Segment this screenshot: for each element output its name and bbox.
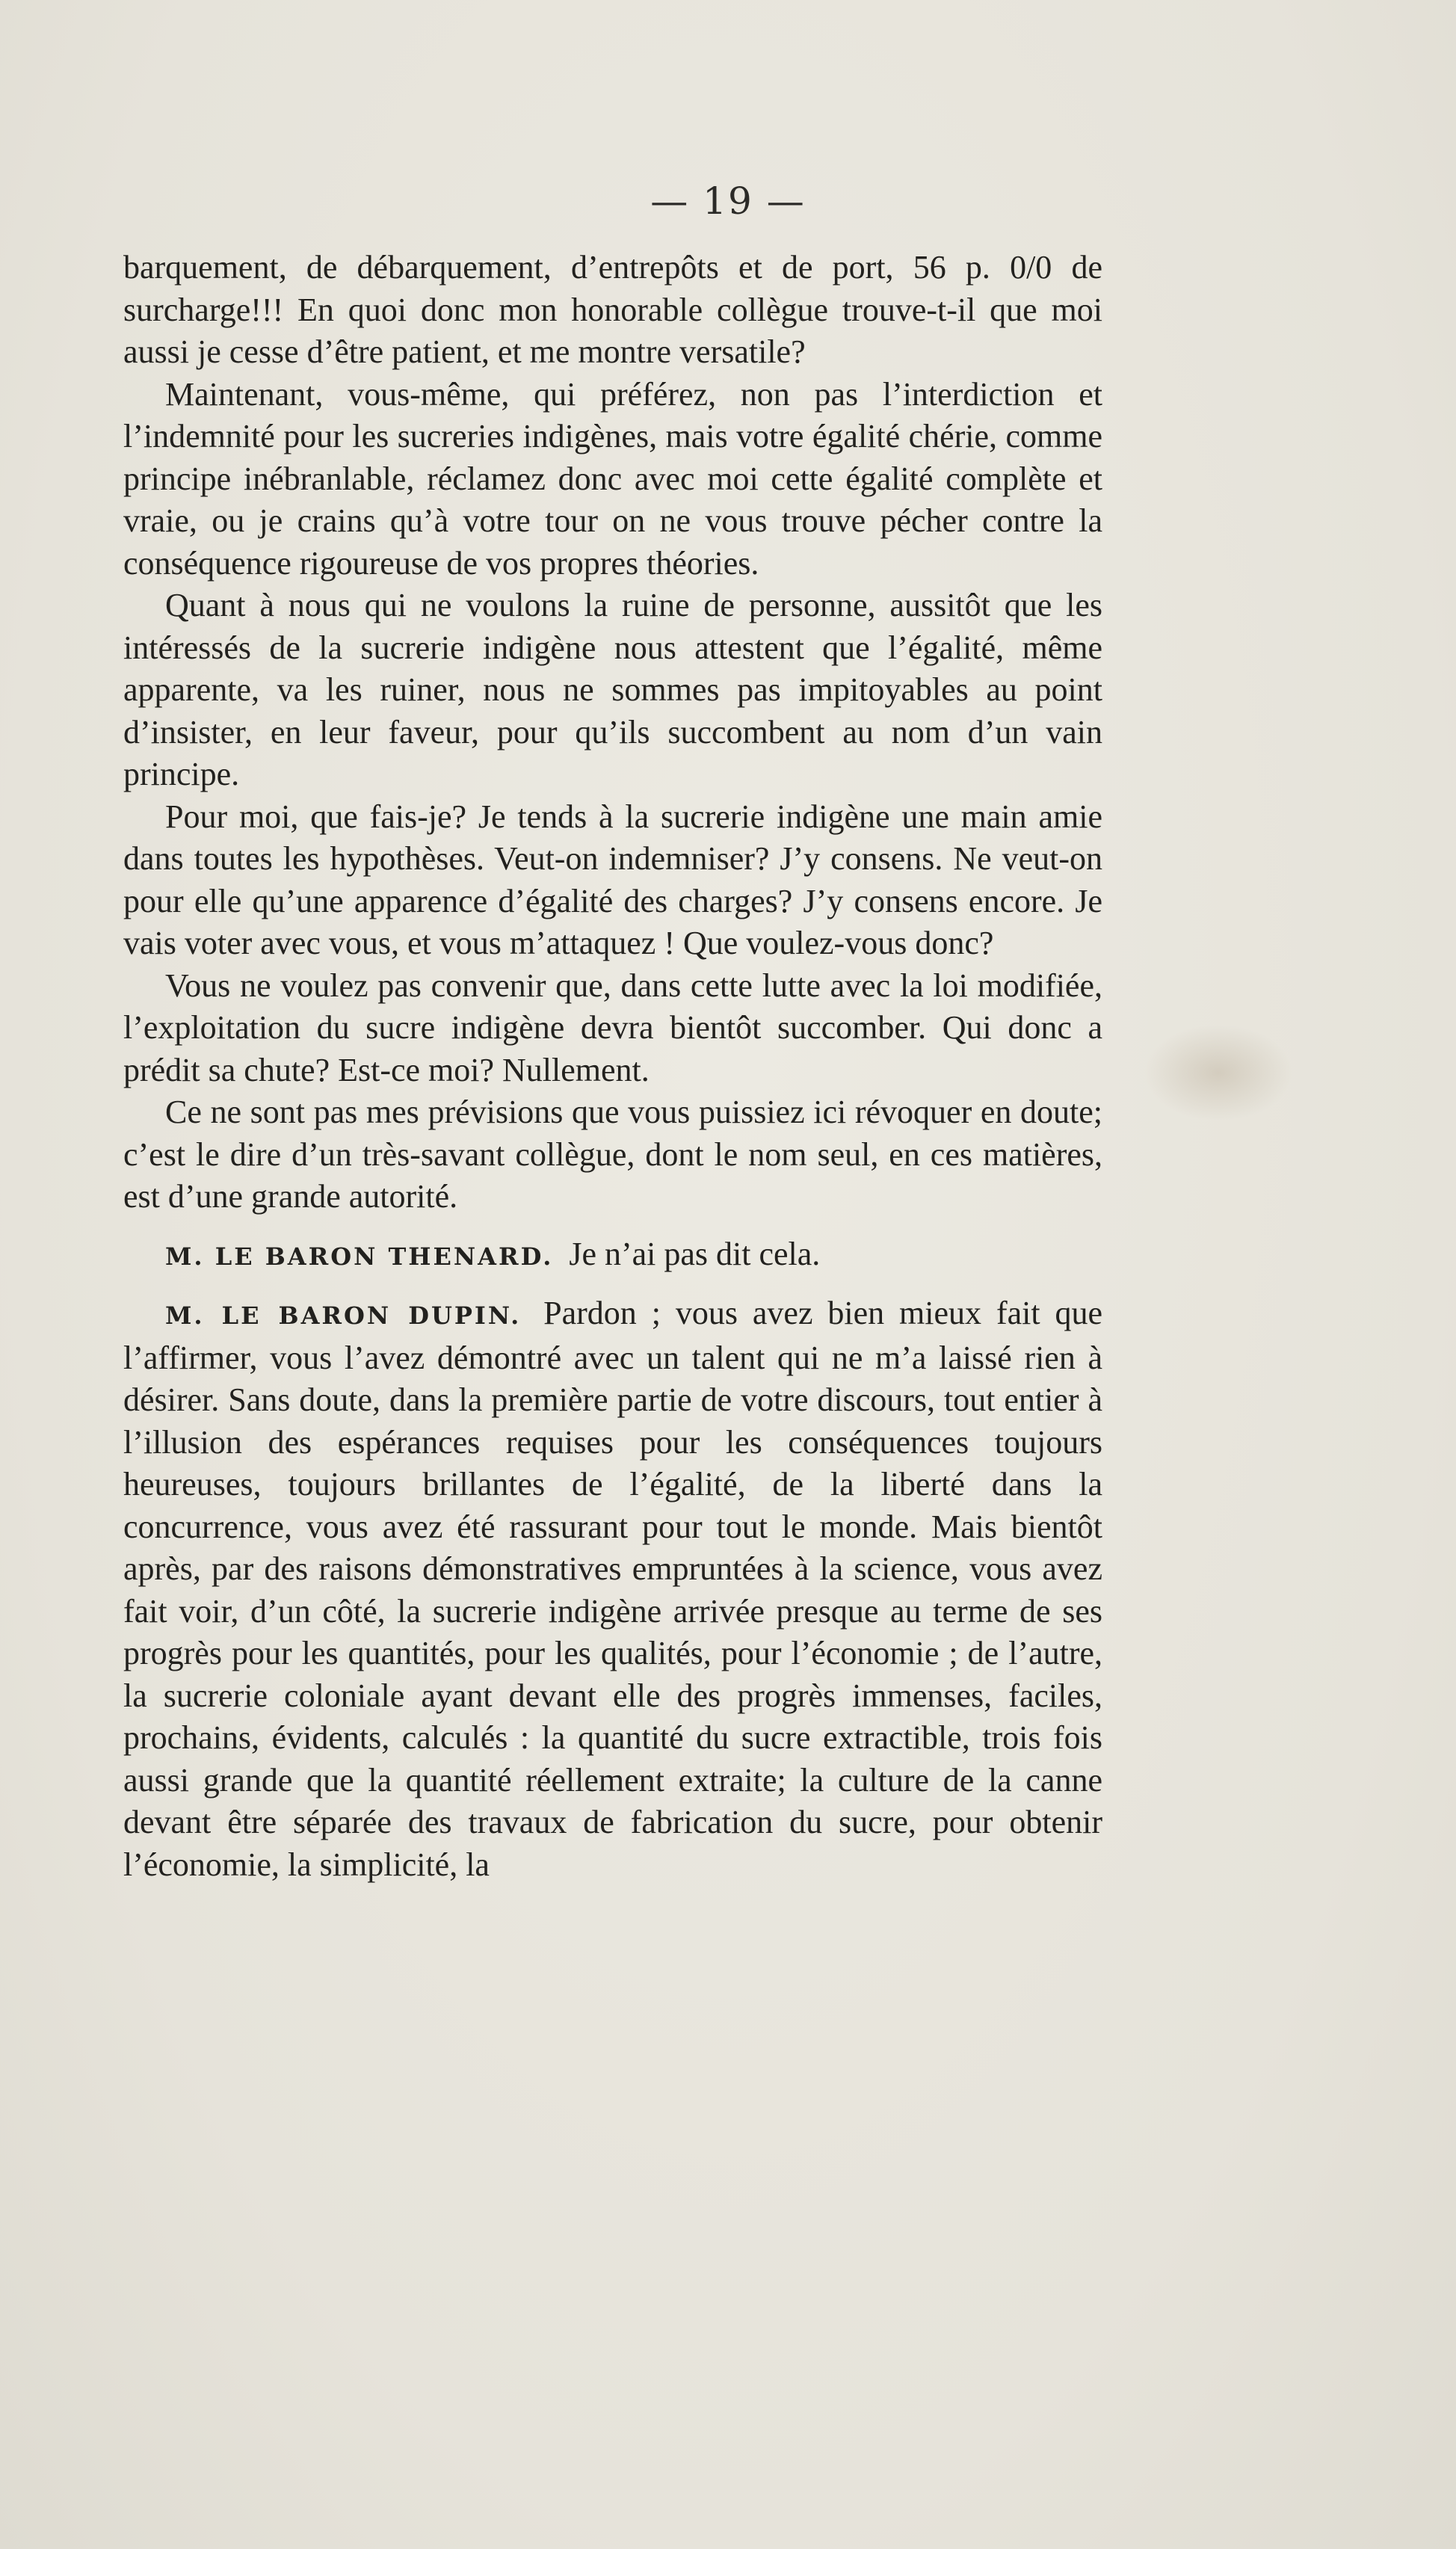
paragraph-vous-ne-voulez: Vous ne voulez pas convenir que, dans cette lutte avec la loi modifiée, l’exploitation du sucre indigène devra bientôt succomber. Qui donc a prédit sa chute? Est-ce moi? Nullement.: [123, 967, 1102, 1088]
paragraph-maintenant: Maintenant, vous-même, qui préférez, non pas l’interdiction et l’indemnité pour les sucreries indigènes, mais votre égalité chérie, comme principe inébranlable, réclamez donc avec moi cette égalité complète et vraie, ou je crains qu’à votre tour on ne vous trouve pécher contre la conséquence rigoureuse de vos propres théories.: [123, 375, 1102, 582]
speech-thenard: [123, 1233, 1102, 1278]
speaker-name-dupin: M. LE BARON DUPIN.: [165, 1301, 522, 1330]
speech-dupin: [123, 1292, 1102, 1886]
paragraph-continuation: barquement, de débarquement, d’entrepôts et de port, 56 p. 0/0 de surcharge!!! En quoi donc mon honorable collègue trouve-t-il que moi aussi je cesse d’être patient, et me montre versatile?: [123, 249, 1102, 370]
page-number: — 19 —: [650, 179, 806, 223]
paragraph-quant-a-nous: Quant à nous qui ne voulons la ruine de personne, aussitôt que les intéressés de la sucrerie indigène nous attestent que l’égalité, même apparente, va les ruiner, nous ne sommes pas impitoyables au point d’insister, en leur faveur, pour qu’ils succombent au nom d’un vain principe.: [123, 587, 1102, 792]
paper-stain: [1144, 1024, 1293, 1121]
speech-text-dupin: Pardon ; vous avez bien mieux fait que l’affirmer, vous l’avez démontré avec un talent qui ne m’a laissé rien à désirer. Sans doute, dans la première partie de votre discours, tout entier à l’illusion des espérances requises pour les conséquences toujours heureuses, toujours brillantes de l’égalité, de la liberté dans la concurrence, vous avez été rassurant pour tout le monde. Mais bientôt après, par des raisons démonstratives empruntées à la science, vous avez fait voir, d’un côté, la sucrerie indigène arrivée presque au terme de ses progrès pour les quantités, pour les qualités, pour l’économie ; de l’autre, la sucrerie coloniale ayant devant elle des progrès immenses, faciles, prochains, évidents, calculés : la quantité du sucre extractible, trois fois aussi grande que la quantité réellement extraite; la culture de la canne devant être séparée des travaux de fabrication du sucre, pour obtenir l’économie, la simplicité, la: [123, 1295, 1103, 1883]
body-text: [123, 247, 1102, 1886]
speech-text-thenard: Je n’ai pas dit cela.: [569, 1235, 821, 1272]
paragraph-previsions: Ce ne sont pas mes prévisions que vous puissiez ici révoquer en doute; c’est le dire d’un très-savant collègue, dont le nom seul, en ces matières, est d’une grande autorité.: [123, 1094, 1102, 1215]
speaker-name-thenard: M. LE BARON THENARD.: [165, 1242, 554, 1271]
paragraph-pour-moi: Pour moi, que fais-je? Je tends à la sucrerie indigène une main amie dans toutes les hypothèses. Veut-on indemniser? J’y consens. Ne veut-on pour elle qu’une apparence d’égalité des charges? J’y consens encore. Je vais voter avec vous, et vous m’attaquez ! Que voulez-vous donc?: [123, 798, 1102, 961]
